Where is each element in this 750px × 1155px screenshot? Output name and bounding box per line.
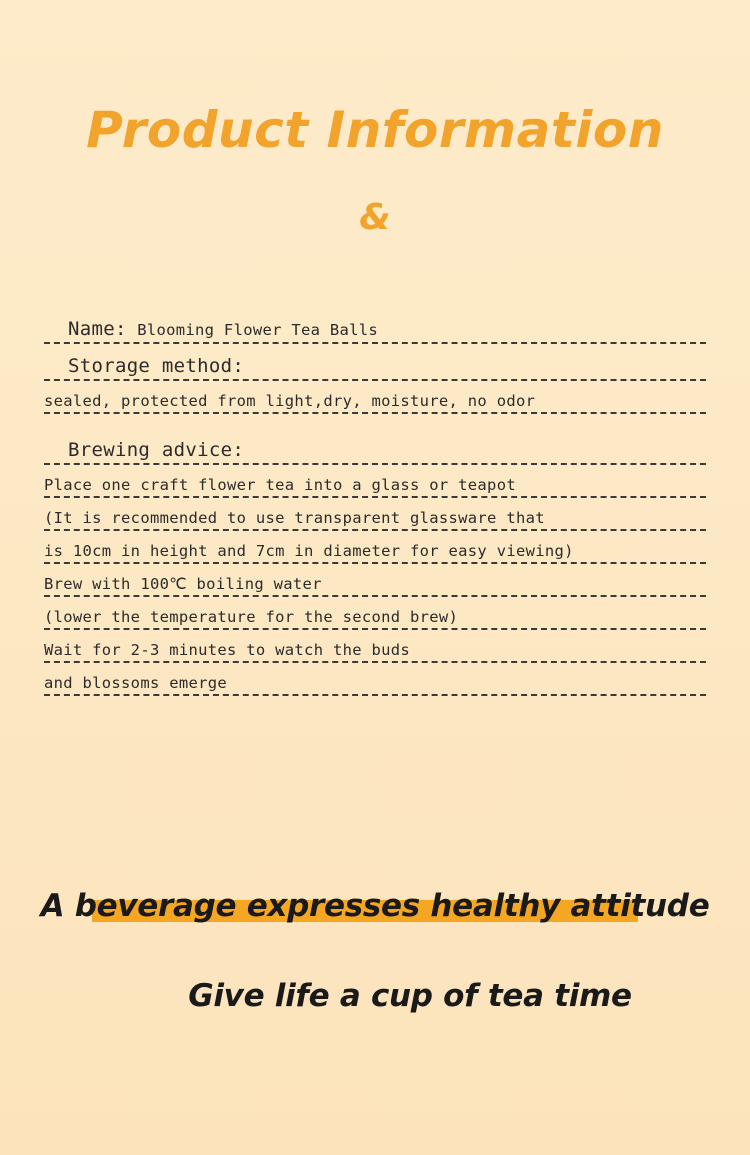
- divider-dashed: [44, 529, 706, 532]
- divider-dashed: [44, 562, 706, 565]
- brewing-label: Brewing advice:: [68, 439, 245, 461]
- info-row-brewing-2: [44, 509, 706, 542]
- divider-dashed: [44, 342, 706, 345]
- storage-value: sealed, protected from light,dry, moisture, no odor: [44, 392, 536, 410]
- slogan-primary: [0, 888, 750, 924]
- info-row-storage-label: [44, 355, 706, 392]
- page-title: Product Information: [86, 101, 664, 159]
- divider-dashed: [44, 496, 706, 499]
- info-row-brewing-4: [44, 575, 706, 608]
- info-row-brewing-6: [44, 641, 706, 674]
- info-row-brewing-label: [44, 439, 706, 476]
- divider-dashed: [44, 595, 706, 598]
- name-line: [44, 318, 706, 340]
- divider-dashed: [44, 412, 706, 415]
- brewing-line: Brew with 100℃ boiling water: [44, 575, 322, 593]
- storage-label: Storage method:: [68, 355, 245, 377]
- brewing-line: is 10cm in height and 7cm in diameter for easy viewing): [44, 542, 574, 560]
- brewing-line: Place one craft flower tea into a glass or teapot: [44, 476, 516, 494]
- brewing-line: and blossoms emerge: [44, 674, 228, 692]
- info-row-brewing-7: [44, 674, 706, 707]
- name-label: Name:: [68, 318, 127, 340]
- info-row-brewing-3: [44, 542, 706, 575]
- slogan-primary-text: A beverage expresses healthy attitude: [40, 888, 710, 924]
- spacer: [44, 425, 706, 439]
- name-value: Blooming Flower Tea Balls: [137, 321, 379, 339]
- divider-dashed: [44, 628, 706, 631]
- slogan-secondary: [0, 978, 750, 1014]
- info-row-brewing-1: [44, 476, 706, 509]
- slogan-secondary-text: Give life a cup of tea time: [188, 978, 632, 1014]
- brewing-line: (lower the temperature for the second brew): [44, 608, 459, 626]
- brewing-line: Wait for 2-3 minutes to watch the buds: [44, 641, 411, 659]
- info-row-storage-value: [44, 392, 706, 425]
- info-row-brewing-5: [44, 608, 706, 641]
- divider-dashed: [44, 661, 706, 664]
- product-info-block: [44, 318, 706, 707]
- brewing-line: (It is recommended to use transparent glassware that: [44, 509, 545, 527]
- info-row-name: [44, 318, 706, 355]
- divider-dashed: [44, 379, 706, 382]
- divider-dashed: [44, 463, 706, 466]
- divider-dashed: [44, 694, 706, 697]
- ampersand-separator: &: [359, 196, 391, 238]
- header: [0, 0, 750, 238]
